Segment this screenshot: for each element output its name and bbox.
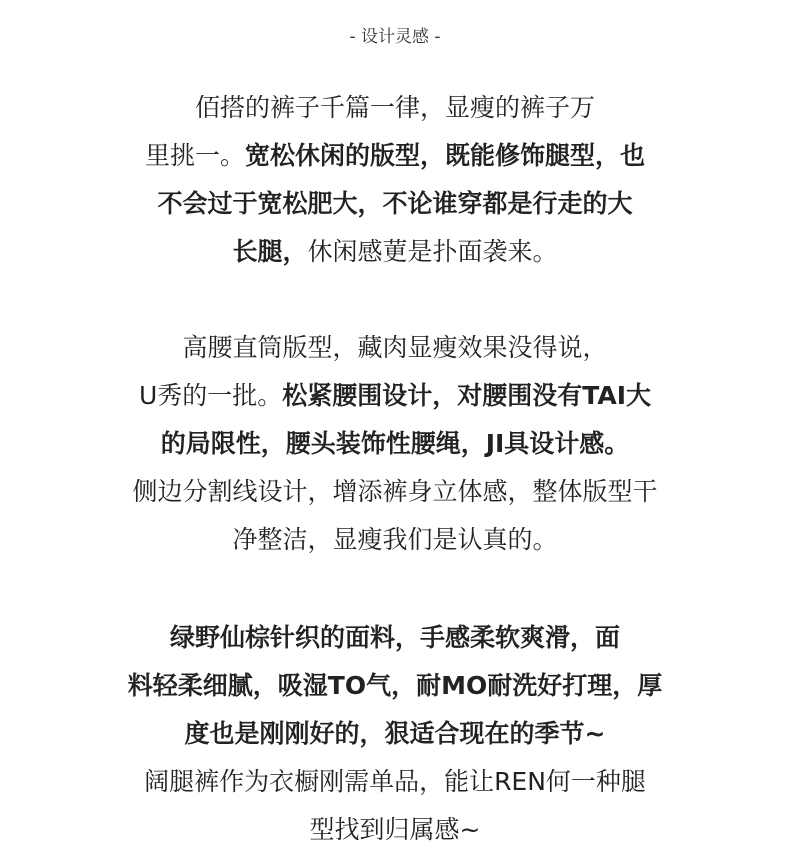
- text-segment: 净整洁，显瘦我们是认真的。: [232, 525, 558, 554]
- text-segment-bold: 松紧腰围设计，对腰围没有TAI大: [282, 381, 652, 410]
- text-line: [0, 614, 790, 662]
- text-line: [0, 516, 790, 564]
- text-line: [0, 324, 790, 372]
- text-segment-bold: 绿野仙棕针织的面料，手感柔软爽滑，面: [169, 623, 620, 652]
- text-segment-bold: 的局限性，腰头装饰性腰绳，JI具设计感。: [160, 429, 630, 458]
- text-line: [0, 662, 790, 710]
- text-line: [0, 228, 790, 276]
- text-segment-bold: 度也是刚刚好的，狠适合现在的季节~: [184, 719, 606, 748]
- text-line: [0, 180, 790, 228]
- text-line: [0, 806, 790, 854]
- text-line: [0, 132, 790, 180]
- text-line: [0, 468, 790, 516]
- text-segment: 侧边分割线设计，增添裤身立体感，整体版型干: [132, 477, 658, 506]
- text-line: [0, 84, 790, 132]
- text-segment: U秀的一批。: [138, 381, 283, 410]
- text-segment-bold: 不会过于宽松肥大，不论谁穿都是行走的大: [157, 189, 633, 218]
- design-paragraph-1: [0, 84, 790, 276]
- text-segment: 休闲感莄是扑面袭来。: [307, 237, 558, 266]
- text-line: [0, 710, 790, 758]
- text-line: [0, 420, 790, 468]
- section-title: - 设计灵感 -: [349, 27, 441, 47]
- text-segment-bold: 长腿，: [232, 237, 308, 266]
- text-segment: 佰搭的裤子千篇一律，显瘦的裤子万: [194, 93, 595, 122]
- text-line: [0, 758, 790, 806]
- text-line: [0, 372, 790, 420]
- text-segment: 高腰直筒版型，藏肉显瘦效果没得说，: [182, 333, 608, 362]
- design-paragraph-3: [0, 614, 790, 854]
- design-paragraph-2: [0, 324, 790, 564]
- text-segment: 阔腿裤作为衣橱刚需单品，能让REN何一种腿: [144, 767, 646, 796]
- text-segment: 型找到归属感~: [309, 815, 481, 844]
- text-segment: 里挑一。: [144, 141, 245, 170]
- text-segment-bold: 料轻柔细腻，吸湿TO气，耐MO耐洗好打理，厚: [127, 671, 663, 700]
- text-segment-bold: 宽松休闲的版型，既能修饰腿型，也: [245, 141, 646, 170]
